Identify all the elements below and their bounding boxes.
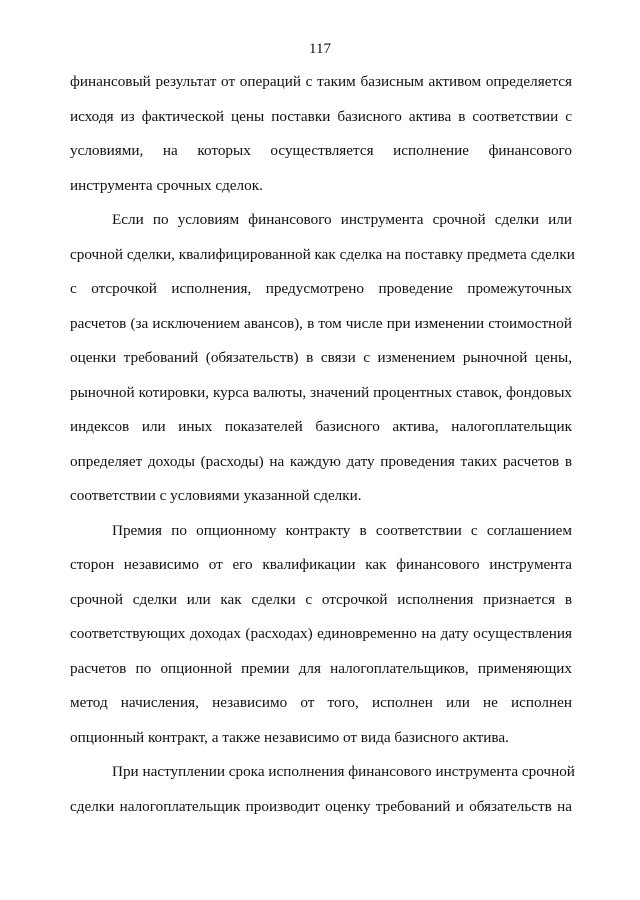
page-number: 117 (309, 41, 331, 57)
text-line: определяет доходы (расходы) на каждую дату проведения таких расчетов в (70, 452, 572, 470)
text-line: сделки налогоплательщик производит оценку требований и обязательств на (70, 797, 572, 815)
text-line: срочной сделки, квалифицированной как сделка на поставку предмета сделки (70, 245, 575, 263)
text-line: условиями, на которых осуществляется исполнение финансового (70, 142, 572, 159)
document-body (70, 65, 575, 824)
text-line: рыночной котировки, курса валюты, значений процентных ставок, фондовых (70, 383, 572, 401)
text-line: опционный контракт, а также независимо от вида базисного актива. (70, 728, 509, 746)
text-line: инструмента срочных сделок. (70, 176, 263, 194)
text-line: При наступлении срока исполнения финансового инструмента срочной (112, 763, 575, 780)
text-line: финансовый результат от операций с таким базисным активом определяется (70, 73, 572, 90)
text-line: расчетов (за исключением авансов), в том числе при изменении стоимостной (70, 314, 572, 332)
text-line: расчетов по опционной премии для налогоплательщиков, применяющих (70, 659, 572, 677)
text-line: метод начисления, независимо от того, исполнен или не исполнен (70, 694, 572, 711)
text-line: срочной сделки или как сделки с отсрочкой исполнения признается в (70, 590, 572, 608)
text-line: Премия по опционному контракту в соответствии с соглашением (112, 521, 572, 539)
text-line: Если по условиям финансового инструмента срочной сделки или (112, 211, 572, 228)
text-line: индексов или иных показателей базисного актива, налогоплательщик (70, 418, 572, 435)
text-line: сторон независимо от его квалификации как финансового инструмента (70, 556, 572, 573)
text-line: с отсрочкой исполнения, предусмотрено проведение промежуточных (70, 280, 572, 297)
text-line: соответствии с условиями указанной сделки. (70, 487, 362, 504)
text-line: соответствующих доходах (расходах) единовременно на дату осуществления (70, 625, 572, 642)
text-line: оценки требований (обязательств) в связи с изменением рыночной цены, (70, 349, 572, 366)
text-line: исходя из фактической цены поставки базисного актива в соответствии с (70, 107, 572, 125)
